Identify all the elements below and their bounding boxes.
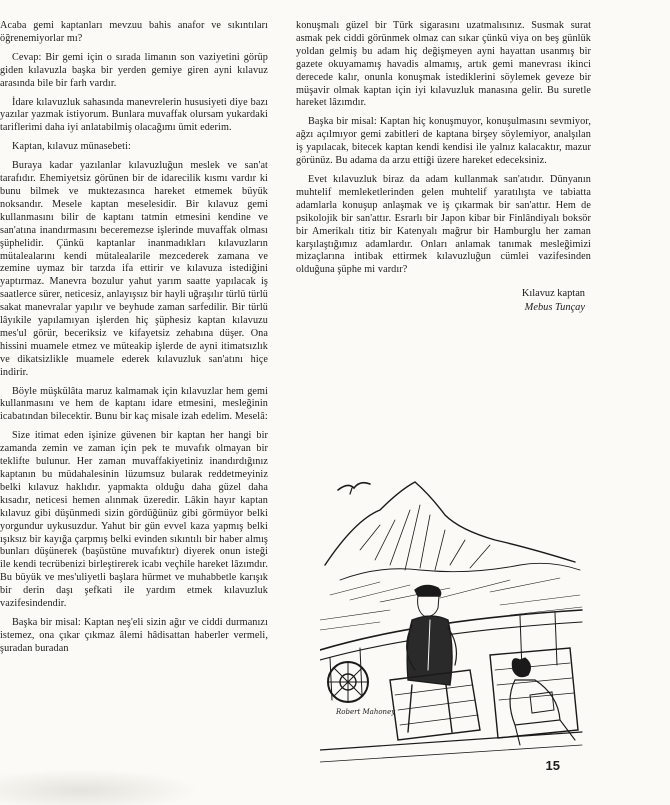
left-column <box>0 20 268 662</box>
paragraph: Başka bir misal: Kaptan hiç konuşmuyor, konuşulmasını sevmiyor, ağzı açılmıyor gemi zabitleri de kaptana birşey söylemiyor, analşılan iş yapılacak, bitecek kaptan kendi kendisi ile yalnız kalacaktır, mazur görünüz. Bu adama da arzu ettiği üzere hareket edeceksiniz. <box>296 116 591 167</box>
author-signature <box>296 287 591 315</box>
paragraph: Başka bir misal: Kaptan neş'eli sizin ağır ve ciddi durmanızı istemez, ona çıkar çıkmaz âlemi hâdisattan haberler vermeli, şuradan buradan <box>0 616 268 654</box>
paragraph: Cevap: Bir gemi için o sırada limanın son vaziyetini görüp giden kılavuzla başka bir yerden gemiye giren ayni kılavuz arasında bile bir farh vardır. <box>0 51 268 89</box>
paragraph: Buraya kadar yazılanlar kılavuzluğun meslek ve san'at tarafıdır. Ehemiyetsiz görünen bir de idarecilik kısmı vardır ki bunu bilmek ve muktezasınca hareket etmemek büyük noksandır. Mesele kaptan meselesidir. Bir kılavuz gemi kullanmasını bilir de kaptanı tatmin etmesini kendine ve san'atına inandırmasını beceremezse işlerinde muvaffak olması şüphelidir. Çünkü kaptanlar inanmadıkları kılavuzların mütalealarını kendi mütalealarile mezcederek zamana ve zemine uymaz bir tarzda ifa ettirir ve kılavuza istediğini yaptırmaz. Manevra bozulur yahut yarım saatte yapılacak iş saatlerce sürer, neticesiz, anlayışsız bir hayli uğraşılır türlü türlü sakat manevralar yapılır ve beyhude zaman sarfedilir. Bir türlü lâyıkile yapılamıyan işlerden hiç şüphesiz kaptan kılavuzu mes'ul görür, beceriksiz ve kifayetsiz zehabına düşer. Ona hissini muamele etmez ve müteakip işlerde de ayni itimatsızlık ve dikatsizlikle muamele ederek kılavuzluk san'atını hiçe indirir. <box>0 160 268 378</box>
artist-signature: Robert Mahoney <box>336 708 396 716</box>
paragraph: Böyle müşkülâta maruz kalmamak için kılavuzlar hem gemi kullanmasını ve hem de kaptanı idare etmesini, mesleğinin icabatından bilecektir. Bunu bir kaç misale izah edelim. Meselâ: <box>0 385 268 423</box>
section-heading: Kaptan, kılavuz münasebeti: <box>12 141 131 153</box>
paragraph: Evet kılavuzluk biraz da adam kullanmak san'atıdır. Dünyanın muhtelif memleketlerinden gelen muhtelif yaratılışta ve tabiatta adamlarla konuşup anlaşmak ve iş çıkarmak bir san'attır. Hem de psikolojik bir san'attır. Esrarlı bir Japon kibar bir Finlândiyalı boksör bir Amerikalı titiz bir Katenyalı mağrur bir Hamburglu her zaman karşılaştığımız adamlardır. Onları anlamak tanımak mesleğimizi mizaçlarına intibak ettirmek kılavuzluğun cümlei vazifesinden olduğuna şüphe mi vardır? <box>296 173 591 276</box>
paragraph: İdare kılavuzluk sahasında manevrelerin hususiyeti diye bazı yazılar yazmak istiyorum. Bunlara muvaffak olursam yukardaki tariflerimi daha iyi anlatabilmiş olacağımı ümit ederim. <box>0 96 268 134</box>
page-stain <box>0 769 200 805</box>
right-column <box>296 20 591 315</box>
paragraph: Acaba gemi kaptanları mevzuu bahis anafor ve sıkıntıları öğrenemiyorlar mı? <box>0 20 268 44</box>
ship-deck-illustration <box>320 470 585 770</box>
author-name: Mebus Tunçay <box>524 302 585 314</box>
paragraph: konuşmalı güzel bir Türk sigarasını uzatmalısınız. Susmak surat asmak pek ciddi görünmek olmaz can sıkar çünkü viya on beş günlük yoldan gelmiş bu adam hiç değişmeyen ayni hayattan usanmış bir gazete okuyamamış havadis almamış, artık gemi manevrası ikinci derecede kalır, onunla konuşmak istediklerini söylemek geveze bir müşavir olmak kaptan için iyi kılavuzluk manasına gelir. Bu suretle hareket lâzımdır. <box>296 20 591 109</box>
author-title: Kılavuz kaptan <box>521 288 585 300</box>
paragraph: Size itimat eden işinize güvenen bir kaptan her hangi bir zamanda zemin ve zaman için pek te muvafık olmayan bir teklifte bulunur. Her zaman muvaffakiyetiniz inandırdığınız kaptanın bu müdahalesinin lüzumsuz bularak reddetmeyiniz belki kılavuz haklıdır. yapmakta olduğu daha güzel daha kısadır, neticesi hemen alınmak üzeredir. Lâkin hayır kaptan kılavuz gibi düşünmedi sizin gördüğünüz gibi görmüyor belki yorgundur uykusuzdur. Yahut bir gün evvel kaza yapmış belki ışıksız bir kayığa çarpmış belki evinden sıkıntılı bir haber almış bunları düşünerek (başüstüne muvafıktır) diyerek onun isteği ile kendi tecrübenizi birleştirerek icabı veçhile hareket lâzımdır. Bu büyük ve mes'uliyetli başlara hürmet ve muhabbetle karışık bir derin daşı şefkati ile yardım etmek kılavuzluk vazifesindendir. <box>0 430 268 610</box>
page-number: 15 <box>545 758 560 773</box>
